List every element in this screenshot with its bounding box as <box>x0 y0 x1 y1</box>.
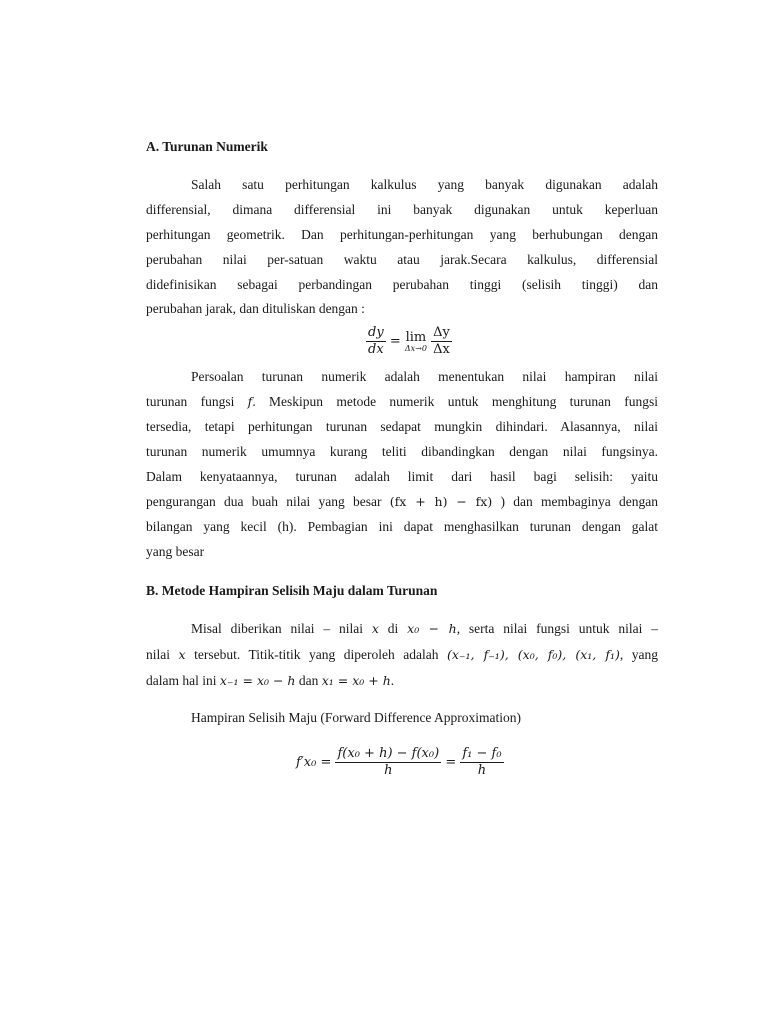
paragraph-line <box>191 621 658 637</box>
paragraph-line <box>146 494 658 510</box>
eq1-equals: = <box>389 334 401 349</box>
paragraph-line: bilangan yang kecil (h). Pembagian ini dapat menghasilkan turunan dengan galat <box>146 519 658 534</box>
paragraph-line: didefinisikan sebagai perbandingan perubahan tinggi (selisih tinggi) dan <box>146 277 658 292</box>
paragraph-line <box>146 647 658 663</box>
paragraph-line <box>146 394 658 410</box>
math-difference: (fx + h) − fx) <box>389 494 493 509</box>
paragraph-line: turunan numerik umumnya kurang teliti dibandingkan dengan nilai fungsinya. <box>146 444 658 459</box>
text-run: nilai <box>146 647 170 662</box>
eq1-rhs-den: Δx <box>433 342 450 357</box>
paragraph-line: Salah satu perhitungan kalkulus yang banyak digunakan adalah <box>191 177 658 192</box>
forward-difference-equation <box>296 746 504 779</box>
paragraph-line: differensial, dimana differensial ini banyak digunakan untuk keperluan <box>146 202 658 217</box>
text-run: ) dan membaginya dengan <box>500 494 659 509</box>
math-x-minus1: x₋₁ = x₀ − h <box>219 673 296 688</box>
text-run: , yang <box>619 647 659 662</box>
section-a-heading: A. Turunan Numerik <box>146 139 268 154</box>
paragraph-line <box>146 673 658 689</box>
math-points: (x₋₁, f₋₁), (x₀, f₀), (x₁, f₁) <box>446 647 620 662</box>
math-x1: x₁ = x₀ + h <box>321 673 391 688</box>
text-run: . <box>390 673 395 688</box>
paragraph-line: Persoalan turunan numerik adalah menentukan nilai hampiran nilai <box>191 369 658 384</box>
paragraph-line: tersedia, tetapi perhitungan turunan sedapat mungkin dihindari. Alasannya, nilai <box>146 419 658 434</box>
text-run: , serta nilai fungsi untuk nilai – <box>456 621 658 636</box>
eq1-lhs-den: dx <box>368 342 384 357</box>
eq2-lhs: f′x₀ = <box>296 755 332 770</box>
forward-difference-subheading: Hampiran Selisih Maju (Forward Difference Approximation) <box>191 710 522 725</box>
eq1-lhs-num: dy <box>368 325 384 340</box>
eq2-equals: = <box>445 755 457 770</box>
text-run: Misal diberikan nilai – nilai <box>191 621 363 636</box>
text-run: tersebut. Titik-titik yang diperoleh adalah <box>194 647 439 662</box>
eq2-frac1-den: h <box>384 763 393 778</box>
text-run: dan <box>298 673 319 688</box>
text-run: . Meskipun metode numerik untuk menghitung turunan fungsi <box>252 394 658 409</box>
eq1-lim-sub: Δx→0 <box>404 344 427 353</box>
text-run: dalam hal ini <box>146 673 217 688</box>
eq1-rhs-num: Δy <box>433 325 450 340</box>
text-run: di <box>387 621 399 636</box>
eq2-frac2-num: f₁ − f₀ <box>462 746 502 761</box>
section-b-heading: B. Metode Hampiran Selisih Maju dalam Turunan <box>146 583 438 598</box>
derivative-equation <box>366 325 452 358</box>
math-x: x <box>178 647 186 662</box>
paragraph-line: perhitungan geometrik. Dan perhitungan-perhitungan yang berhubungan dengan <box>146 227 658 242</box>
math-x: x <box>371 621 379 636</box>
paragraph-line: yang besar <box>146 544 205 559</box>
paragraph-line: perubahan jarak, dan dituliskan dengan : <box>146 301 365 316</box>
paragraph-line: perubahan nilai per-satuan waktu atau jarak.Secara kalkulus, differensial <box>146 252 658 267</box>
text-run: pengurangan dua buah nilai yang besar <box>146 494 382 509</box>
text-run: turunan fungsi <box>146 394 235 409</box>
eq2-frac1-num: f(x₀ + h) − f(x₀) <box>337 746 440 761</box>
paragraph-line: Dalam kenyataannya, turunan adalah limit dari hasil bagi selisih: yaitu <box>146 469 658 484</box>
math-x0-minus-h: x₀ − h <box>407 621 457 636</box>
math-f: f <box>247 394 253 409</box>
eq1-lim: lim <box>405 330 427 345</box>
eq2-frac2-den: h <box>477 763 487 778</box>
